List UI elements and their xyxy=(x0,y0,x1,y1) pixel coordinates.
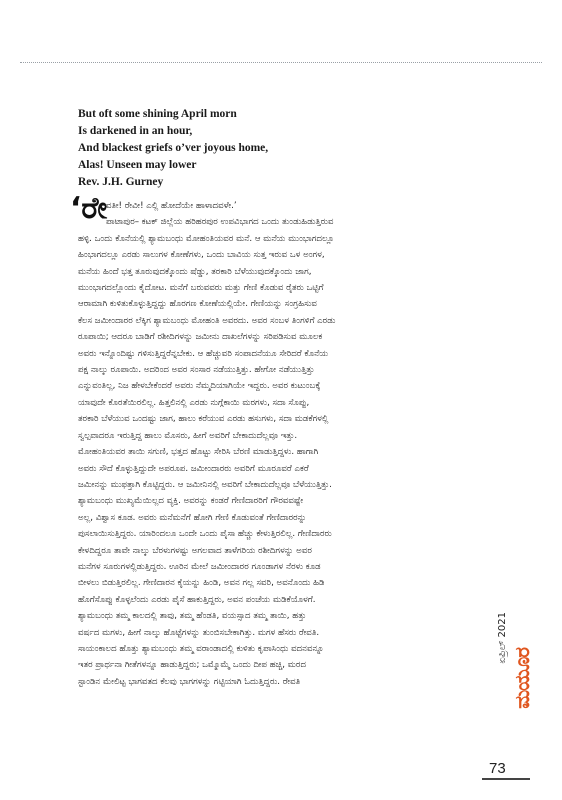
issue-date: ಏಪ್ರಿಲ್ 2021 xyxy=(497,612,508,664)
article-line: ಹೊಗೆಸೊಪ್ಪು ಕೊಳ್ಳಲೆಂದು ಎರಡು ಪೈಸೆ ಹಾಕುತ್ತಿದ್ದರು, ಅವನ ಪಂಚೆಯ ಮಡಿಕೆಯೊಳಗೆ. xyxy=(78,594,316,605)
article-line: ಇತರ ಪ್ರಾರ್ಥನಾ ಗೀತೆಗಳನ್ನೂ ಹಾಡುತ್ತಿದ್ದರು; ಒಮ್ಮೊಮ್ಮೆ ಒಂದು ದೀಪ ಹಚ್ಚಿ, ಮರದ xyxy=(78,660,307,671)
article-line: ಎನ್ನುವಂತಿಲ್ಲ, ನಿಜ ಹೇಳಬೇಕೆಂದರೆ ಅವರು ನೆಮ್ಮದಿಯಾಗಿಯೇ ಇದ್ದರು. ಅವರ ಕುಟುಂಬಕ್ಕೆ xyxy=(78,381,321,392)
article-line: ಜಮೀನನ್ನು ಮುಫತ್ತಾಗಿ ಕೊಟ್ಟಿದ್ದರು. ಆ ಜಮೀನಿನಲ್ಲಿ ಅವರಿಗೆ ಬೇಕಾದುದೆಲ್ಲವೂ ಬೆಳೆಯುತ್ತಿತ್ತು. xyxy=(78,479,332,490)
page-number: 73 xyxy=(489,760,506,777)
article-line: ಅಲ್ಲ, ವಿಶ್ವಾಸ ಕೂಡ. ಅವರು ಮನೆಮನೆಗೆ ಹೋಗಿ ಗೇಣಿ ಕೊಡುವಂತೆ ಗೇಣಿದಾರರನ್ನು xyxy=(78,512,307,523)
article-line: ಮುಂಭಾಗದಲ್ಲೊಂದು ಕೈದೋಟ. ಮನೆಗೆ ಬರುವವರು ಮತ್ತು ಗೇಣಿ ಕೊಡುವ ರೈತರು ಒಟ್ಟಿಗೆ xyxy=(78,283,324,294)
article-line: ವತೀ! ರೇವೀ! ಎಲ್ಲಿ ಹೋದೆಯೇ ಹಾಳಾದವಳೇ.’ xyxy=(106,201,237,211)
poem-attribution: Rev. J.H. Gurney xyxy=(78,176,164,188)
article-line: ಸ್ಟಾಂಡಿನ ಮೇಲಿಟ್ಟ ಭಾಗವತದ ಕೆಲವು ಭಾಗಗಳನ್ನು ಗಟ್ಟಿಯಾಗಿ ಓದುತ್ತಿದ್ದರು. ರೇವತಿ xyxy=(78,676,301,687)
article-line: ಯಾವುದೇ ಕೊರತೆಯಿರಲಿಲ್ಲ. ಹಿತ್ತಲಿನಲ್ಲಿ ಎರಡು ನುಗ್ಗೆಕಾಯಿ ಮರಗಳು, ಸದಾ ಸೊಪ್ಪು, xyxy=(78,397,310,408)
article-line: ಹಿಂಭಾಗದಲ್ಲೂ ಎರಡು ಸಾಲುಗಳ ಕೋಣೆಗಳು, ಒಂದು ಬಾವಿಯ ಸುತ್ತ ಇರುವ ಒಳ ಅಂಗಳ, xyxy=(78,250,325,261)
article-line: ಸ್ವಲ್ಪವಾದರೂ ಇರುತ್ತಿದ್ದ ಹಾಲು ಮೊಸರು, ಹೀಗೆ ಅವರಿಗೆ ಬೇಕಾದುದೆಲ್ಲವೂ ಇತ್ತು. xyxy=(78,430,298,441)
article-line: ಅವರು ಸೌದೆ ಕೊಳ್ಳುತ್ತಿದ್ದುದೇ ಅಪರೂಪ. ಜಮೀಂದಾರರು ಅವರಿಗೆ ಮೂರೂವರೆ ಎಕರೆ xyxy=(78,463,309,474)
poem-line: But oft some shining April morn xyxy=(78,108,237,120)
article-line: ಪಾಟಾಪುರ– ಕಟಕ್ ಜಿಲ್ಲೆಯ ಹರಿಹರಪುರ ಉಪವಿಭಾಗದ ಒಂದು ತುಂಡುಹಿಡುತ್ತಿರುವ xyxy=(106,217,334,228)
article-line: ಆರಾಮಾಗಿ ಕುಳಿತುಕೊಳ್ಳುತ್ತಿದ್ದದ್ದು ಹೊರಗಣ ಕೋಣೆಯಲ್ಲಿಯೇ. ಗೇಣಿಯನ್ನು ಸಂಗ್ರಹಿಸುವ xyxy=(78,299,317,310)
article-line: ಬೀಳಲು ಬಿಡುತ್ತಿರಲಿಲ್ಲ. ಗೇಣಿದಾರನ ಕೈಯನ್ನು ಹಿಂಡಿ, ಅವನ ಗಲ್ಲ ಸವರಿ, ಅವನೊಂದು ಹಿಡಿ xyxy=(78,578,325,589)
magazine-logo: ಮಯೂರ xyxy=(510,648,534,709)
article-line: ವರ್ಷದ ಮಗಳು, ಹೀಗೆ ನಾಲ್ಕು ಹೊಟ್ಟೆಗಳನ್ನು ತುಂಬಿಸಬೇಕಾಗಿತ್ತು. ಮಗಳ ಹೆಸರು ರೇವತಿ. xyxy=(78,627,320,638)
article-line: ಪುಸಲಾಯಿಸುತ್ತಿದ್ದರು. ಯಾರಿಂದಲೂ ಒಂದೇ ಒಂದು ಪೈಸಾ ಹೆಚ್ಚು ಕೇಳುತ್ತಿರಲಿಲ್ಲ. ಗೇಣಿದಾರರು xyxy=(78,529,332,540)
page-number-underline xyxy=(482,778,530,780)
article-line: ಶ್ಯಾಮಬಂಧು ಮುಖ್ಯಮೆಯಿಲ್ಲದ ವ್ಯಕ್ತಿ. ಅವರನ್ನು ಕಂಡರೆ ಗೇಣಿದಾರರಿಗೆ ಗೌರವವಷ್ಟೇ xyxy=(78,496,304,507)
article-line: ಕೇಳದಿದ್ದರೂ ತಾವೇ ನಾಲ್ಕು ಬೆರಳುಗಳಷ್ಟು ಅಗಲವಾದ ತಾಳೆಗರಿಯ ರಶೀದಿಗಳನ್ನು ಅವರ xyxy=(78,545,312,556)
epigraph-poem xyxy=(78,106,338,191)
poem-line: Alas! Unseen may lower xyxy=(78,159,197,171)
article-line: ಹಳ್ಳಿ. ಒಂದು ಕೊನೆಯಲ್ಲಿ ಶ್ಯಾಮಬಂಧು ಮೋಹಂತಿಯವರ ಮನೆ. ಆ ಮನೆಯ ಮುಂಭಾಗದಲ್ಲೂ xyxy=(78,233,335,244)
article-line: ಮೋಹಂತಿಯವರ ತಾಯಿ ಸಗುಣಿ, ಭತ್ತದ ಹೊಟ್ಟು ಸೇರಿಸಿ ಬೆರಣಿ ಮಾಡುತ್ತಿದ್ದಳು. ಹಾಗಾಗಿ xyxy=(78,447,319,458)
article-body xyxy=(78,198,483,690)
article-line: ರೂಪಾಯಿ; ಆದರೂ ಬಾಡಿಗೆ ರಶೀದಿಗಳನ್ನು ಜಮೀನು ದಾಖಲೆಗಳನ್ನು ಸರಿಪಡಿಸುವ ಮೂಲಕ xyxy=(78,332,323,343)
article-line: ಮನೆಯ ಹಿಂದೆ ಭತ್ತ ತೂರುವುದಕ್ಕೊಂದು ಷೆಡ್ಡು, ತರಕಾರಿ ಬೆಳೆಯುವುದಕ್ಕೊಂದು ಜಾಗ, xyxy=(78,266,312,277)
article-line: ಕೆಲಸ ಜಮೀಂದಾರರ ಲೆಕ್ಕಿಗ ಶ್ಯಾಮಬಂಧು ಮೋಹಂತಿ ಅವರದು. ಅವರ ಸಂಬಳ ತಿಂಗಳಿಗೆ ಎರಡು xyxy=(78,315,336,326)
article-line: ಅವರು ಇನ್ನೊಂದಿಷ್ಟು ಗಳಿಸುತ್ತಿದ್ದರೆನ್ನಬೇಕು. ಆ ಹೆಚ್ಚುವರಿ ಸಂಪಾದನೆಯೂ ಸೇರಿದರೆ ಕೊನೆಯ xyxy=(78,348,329,359)
article-line: ಪಕ್ಷ ನಾಲ್ಕು ರೂಪಾಯಿ. ಅದರಿಂದ ಅವರ ಸಂಸಾರ ನಡೆಯುತ್ತಿತ್ತು. ಹೇಗೋ ನಡೆಯುತ್ತಿತ್ತು xyxy=(78,365,315,376)
top-dotted-rule xyxy=(20,62,542,63)
article-line: ಸಾಯಂಕಾಲದ ಹೊತ್ತು ಶ್ಯಾಮಬಂಧು ತಮ್ಮ ವರಾಂಡಾದಲ್ಲಿ ಕುಳಿತು ಕೃಪಾಸಿಂಧು ವದನವನ್ನೂ xyxy=(78,643,324,654)
poem-line: And blackest griefs o’ver joyous home, xyxy=(78,142,269,154)
article-line: ತರಕಾರಿ ಬೆಳೆಯುವ ಒಂದಷ್ಟು ಜಾಗ, ಹಾಲು ಕರೆಯುವ ಎರಡು ಹಸುಗಳು, ಸದಾ ಮಡಕೆಗಳಲ್ಲಿ xyxy=(78,414,329,425)
drop-cap: ‘ರೇ xyxy=(70,191,108,226)
poem-line: Is darkened in an hour, xyxy=(78,125,193,137)
article-line: ಶ್ಯಾಮಬಂಧು ತಮ್ಮ ಕಾಲದಲ್ಲಿ ತಾವು, ತಮ್ಮ ಹೆಂಡತಿ, ವಯಸ್ಸಾದ ತಮ್ಮ ತಾಯಿ, ಹತ್ತು xyxy=(78,611,307,622)
article-line: ಮನೆಗಳ ಸೂರುಗಳಲ್ಲಿಡುತ್ತಿದ್ದರು. ಊರಿನ ಮೇಲೆ ಜಮೀಂದಾರರ ಗೂಂಡಾಗಳ ನೆರಳು ಕೂಡ xyxy=(78,561,321,572)
